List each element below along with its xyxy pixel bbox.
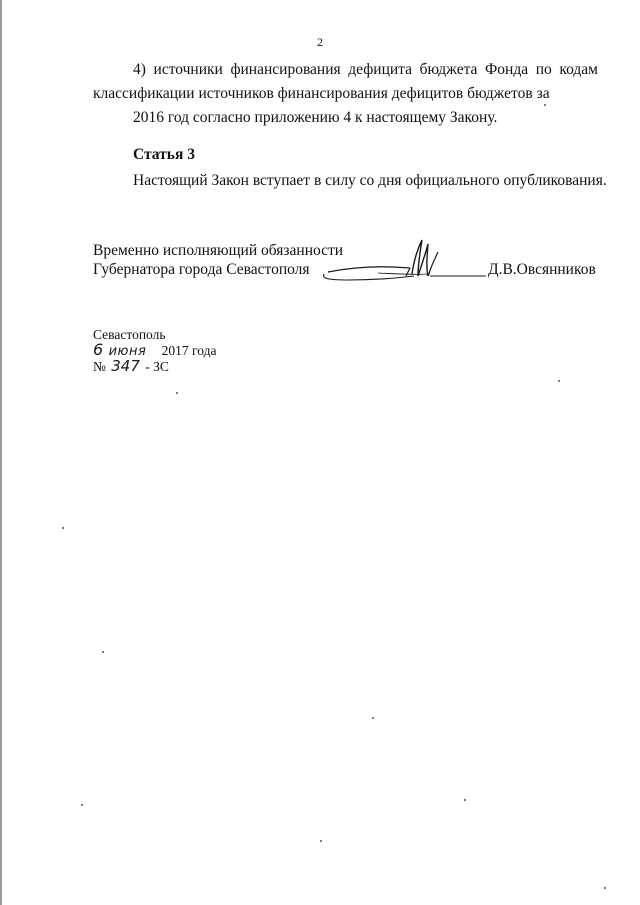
article-3-text: Настоящий Закон вступает в силу со дня официального опубликования. bbox=[133, 172, 607, 189]
handwritten-day: 6 bbox=[93, 340, 104, 359]
number-sign: № bbox=[93, 359, 106, 374]
law-number-line bbox=[93, 359, 216, 374]
signer-name: Д.В.Овсянников bbox=[488, 261, 596, 278]
handwritten-law-number: 347 bbox=[111, 357, 140, 375]
city: Севастополь bbox=[93, 327, 166, 342]
paragraph-text-last-line: 2016 год согласно приложению 4 к настоящему Закону. bbox=[133, 109, 498, 126]
page-number: 2 bbox=[317, 35, 323, 49]
scan-speck bbox=[464, 799, 466, 801]
scan-speck bbox=[62, 527, 64, 529]
scan-speck bbox=[176, 392, 178, 394]
scan-speck bbox=[81, 804, 83, 806]
handwritten-month: июня bbox=[108, 344, 147, 359]
place-date-number bbox=[93, 327, 216, 374]
scan-speck bbox=[558, 380, 560, 382]
date-year: 2017 года bbox=[161, 343, 217, 358]
signer-title-line-2: Губернатора города Севастополя bbox=[93, 261, 310, 278]
scan-speck bbox=[604, 887, 606, 889]
article-3-heading: Статья 3 bbox=[133, 146, 195, 163]
scan-speck bbox=[372, 717, 374, 719]
law-number-suffix: - ЗС bbox=[145, 359, 169, 374]
signer-title-line-1: Временно исполняющий обязанности bbox=[93, 242, 344, 259]
scan-speck bbox=[544, 104, 546, 106]
paragraph-sources-financing bbox=[93, 58, 598, 130]
scan-edge bbox=[0, 0, 2, 905]
signer-title bbox=[93, 241, 343, 279]
scan-speck bbox=[102, 651, 104, 653]
paragraph-text-main: 4) источники финансирования дефицита бюджета Фонда по кодам классификации источников финансирования дефицитов бюджетов за bbox=[93, 61, 598, 102]
scan-speck bbox=[320, 840, 322, 842]
